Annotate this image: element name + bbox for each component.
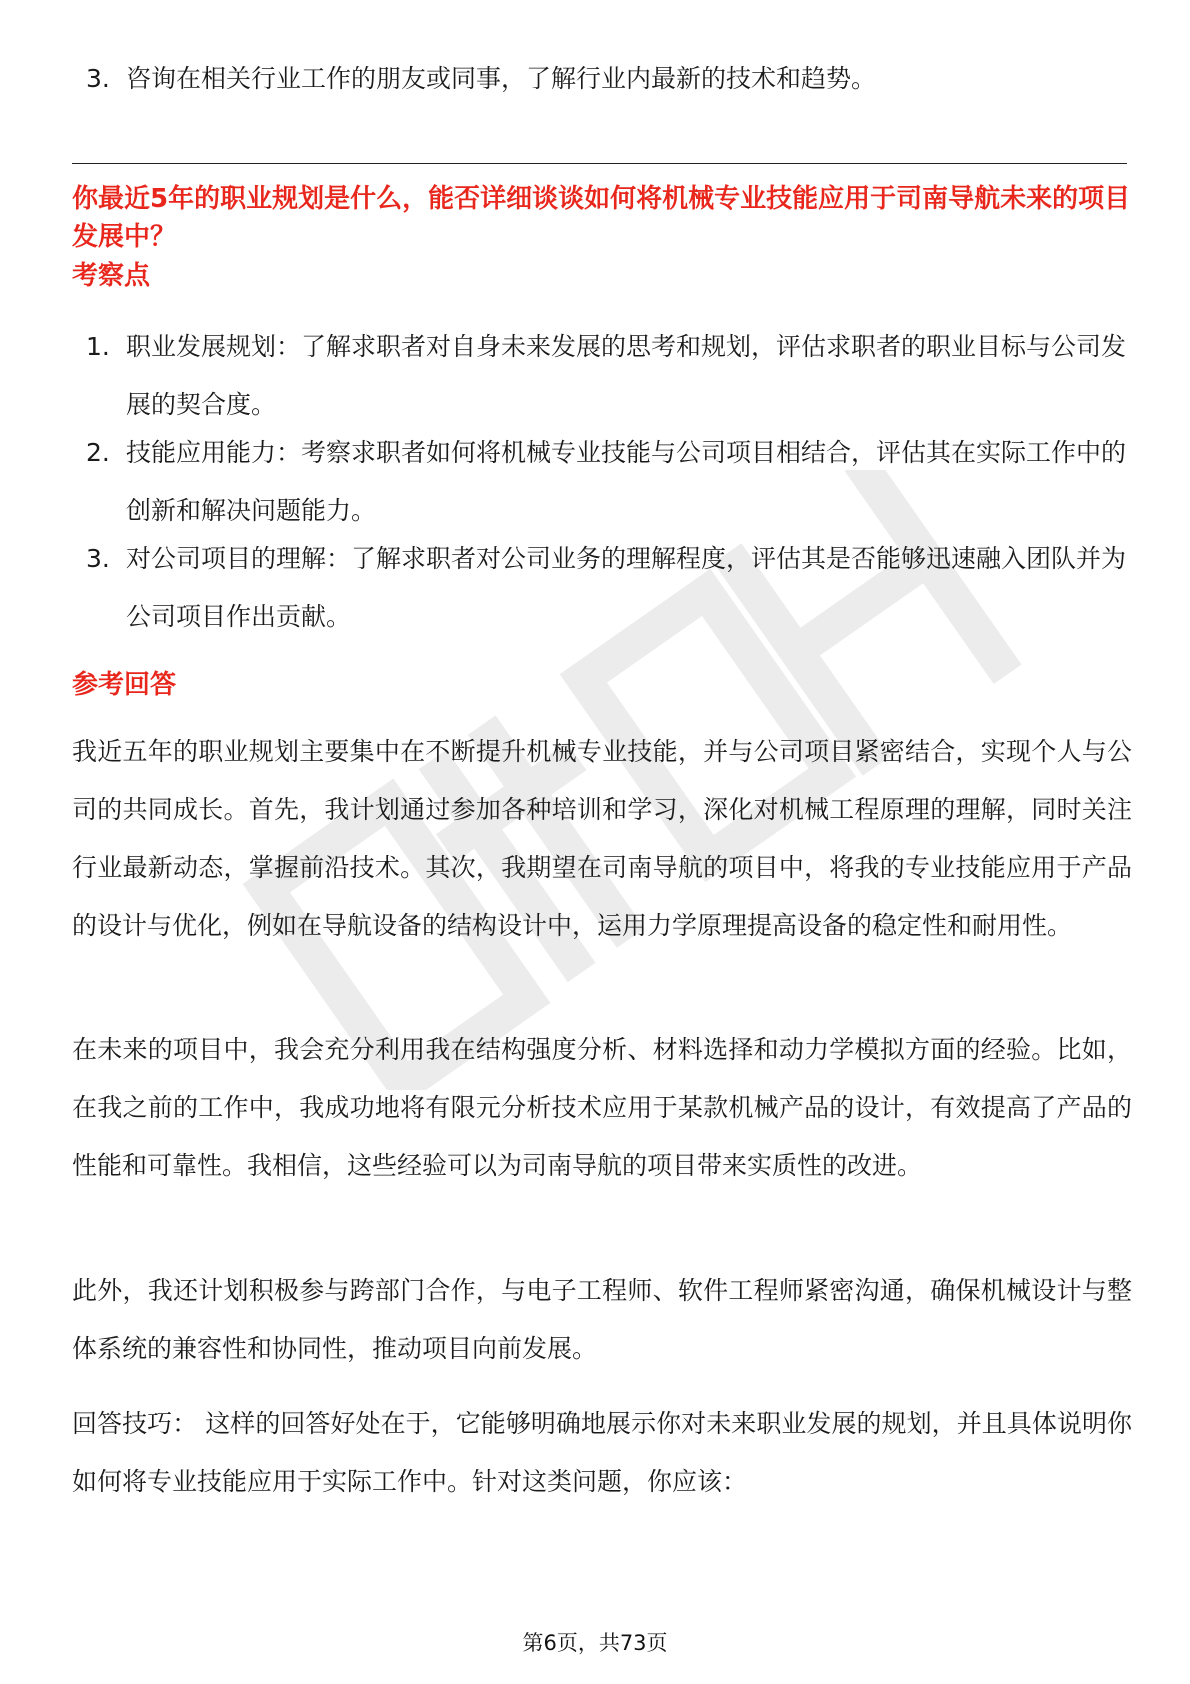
page-footer: 第6页，共73页: [522, 1631, 668, 1655]
answer-heading: 参考回答: [72, 670, 177, 700]
list-number: 3.: [86, 544, 110, 573]
section-divider: [72, 163, 1127, 164]
focus-heading: 考察点: [72, 261, 151, 291]
list-text: 技能应用能力：考察求职者如何将机械专业技能与公司项目相结合，评估其在实际工作中的创新和解决问题能力。: [126, 438, 1127, 525]
list-text: 咨询在相关行业工作的朋友或同事，了解行业内最新的技术和趋势。: [126, 64, 877, 93]
answer-paragraph-1: 我近五年的职业规划主要集中在不断提升机械专业技能，并与公司项目紧密结合，实现个人与公司的共同成长。首先，我计划通过参加各种培训和学习，深化对机械工程原理的理解，同时关注行业最新动态，掌握前沿技术。其次，我期望在司南导航的项目中，将我的专业技能应用于产品的设计与优化，例如在导航设备的结构设计中，运用力学原理提高设备的稳定性和耐用性。: [72, 737, 1132, 940]
list-text: 对公司项目的理解：了解求职者对公司业务的理解程度，评估其是否能够迅速融入团队并为公司项目作出贡献。: [126, 544, 1127, 631]
list-number: 2.: [86, 438, 110, 467]
answer-tip-paragraph: 回答技巧： 这样的回答好处在于，它能够明确地展示你对未来职业发展的规划，并且具体说明你如何将专业技能应用于实际工作中。针对这类问题，你应该：: [72, 1409, 1132, 1496]
answer-paragraph-3: 此外，我还计划积极参与跨部门合作，与电子工程师、软件工程师紧密沟通，确保机械设计与整体系统的兼容性和协同性，推动项目向前发展。: [72, 1276, 1132, 1363]
answer-paragraph-2: 在未来的项目中，我会充分利用我在结构强度分析、材料选择和动力学模拟方面的经验。比如，在我之前的工作中，我成功地将有限元分析技术应用于某款机械产品的设计，有效提高了产品的性能和可靠性。我相信，这些经验可以为司南导航的项目带来实质性的改进。: [72, 1035, 1132, 1180]
list-text: 职业发展规划：了解求职者对自身未来发展的思考和规划，评估求职者的职业目标与公司发展的契合度。: [126, 332, 1127, 419]
list-number: 3.: [86, 64, 110, 93]
interview-question: 你最近5年的职业规划是什么，能否详细谈谈如何将机械专业技能应用于司南导航未来的项目发展中？: [72, 184, 1131, 252]
list-number: 1.: [86, 332, 110, 361]
